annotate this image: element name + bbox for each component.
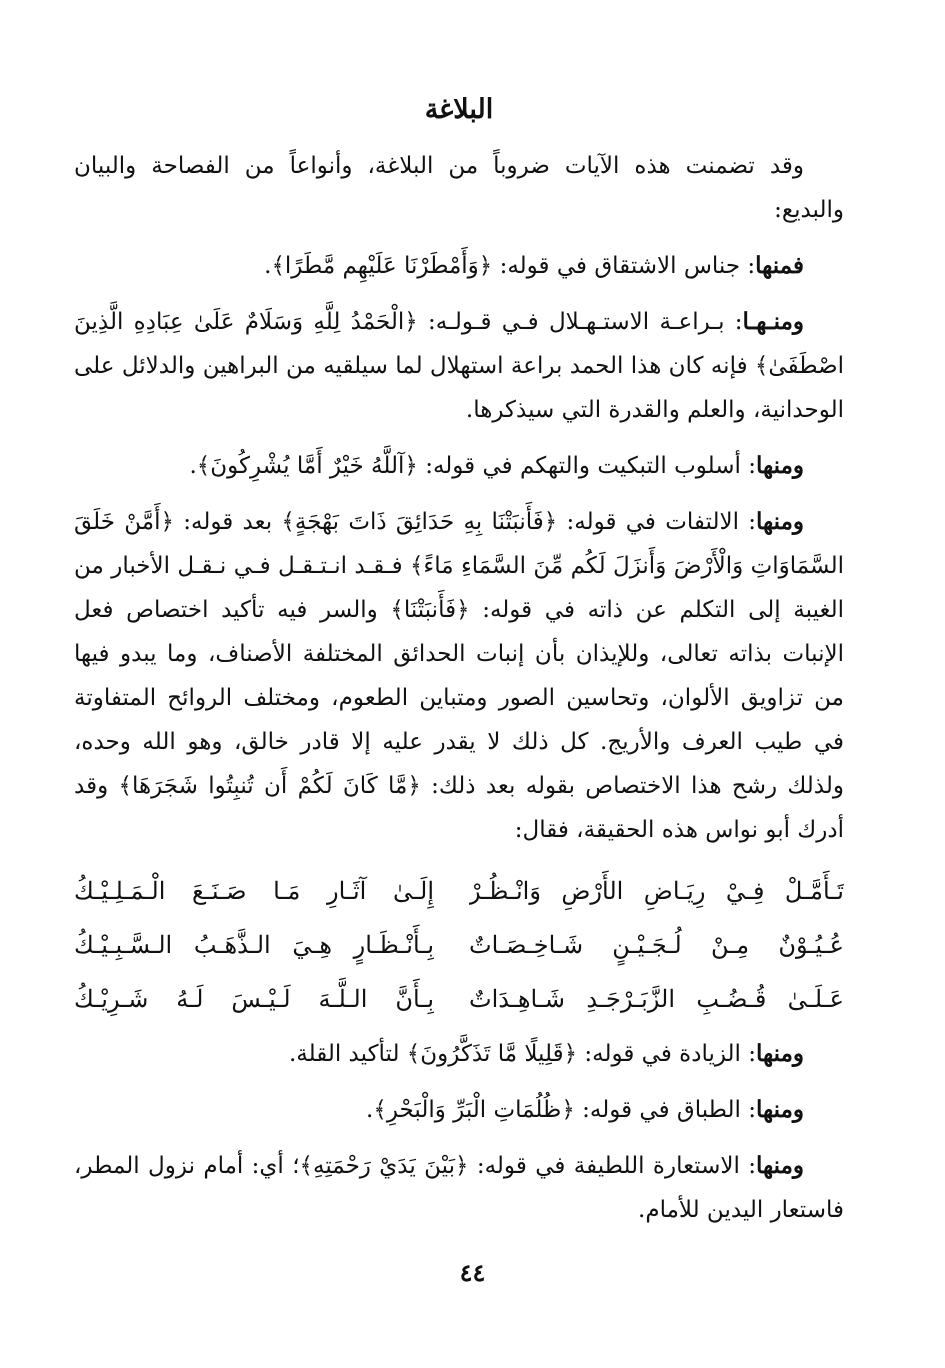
poem-first-hemistich: عُـيُـوْنٌ مِـنْ لُـجَـيْـنٍ شَـاخِـصَـاتٌ bbox=[469, 931, 844, 959]
poem-first-hemistich: عَـلَـىٰ قُـضُـبِ الزَّبَـرْجَـدِ شَـاهِـدَاتٌ bbox=[469, 985, 844, 1013]
lead-word: ومنها bbox=[756, 1040, 804, 1067]
paragraph-text: : بـراعـة الاستـهـلال فـي قـولـه: bbox=[417, 309, 743, 335]
quran-verse: ﴿وَأَمْطَرْنَا عَلَيْهِم مَّطَرًا﴾ bbox=[271, 253, 493, 279]
paragraph-text: . bbox=[264, 253, 272, 279]
paragraph-text: فإنه كان هذا الحمد براعة استهلال لما سيلقيه من البراهين والدلائل على الوحدانية، والعلم والقدرة التي سيذكرها. bbox=[74, 353, 844, 423]
poem-first-hemistich: تَـأَمَّـلْ فِـيْ رِيَـاضِ الأَرْضِ وَانْـظُـرْ bbox=[469, 877, 844, 905]
quran-verse: ﴿مَّا كَانَ لَكُمْ أَن تُنبِتُوا شَجَرَهَا﴾ bbox=[118, 773, 421, 799]
poem-line bbox=[74, 972, 844, 1026]
poem-line bbox=[74, 918, 844, 972]
page-number: ٤٤ bbox=[459, 1258, 486, 1287]
paragraph-text: . bbox=[366, 1097, 374, 1123]
paragraph-text: لتأكيد القلة. bbox=[288, 1041, 407, 1067]
paragraph-text: : الزيادة في قوله: bbox=[577, 1041, 757, 1067]
paragraph-text: : الاستعارة اللطيفة في قوله: bbox=[468, 1153, 757, 1179]
paragraph-text: بعد قوله: bbox=[174, 509, 282, 535]
poem bbox=[74, 864, 844, 1026]
paragraph-tabkit bbox=[74, 444, 844, 488]
paragraph-ziyada bbox=[74, 1032, 844, 1076]
quran-verse: ﴿الْحَمْدُ لِلَّهِ وَسَلَامٌ عَلَىٰ عِبَادِهِ الَّذِينَ اصْطَفَىٰ﴾ bbox=[74, 309, 844, 379]
paragraph-text: : الطباق في قوله: bbox=[574, 1097, 757, 1123]
page-title: البلاغة bbox=[424, 94, 494, 125]
paragraph-text: والسر فيه تأكيد اختصاص فعل الإنبات بذاته تعالى، وللإيذان بأن إنبات الحدائق المختلفة الأصناف، وما يبدو فيها من تزاويق الألوان، وتحاسين الصور ومتباين الطعوم، ومختلف الروائح المتفاوتة في طيب العرف والأريج. كل ذلك لا يقدر عليه إلا قادر خالق، وهو الله وحده، ولذلك رشح هذا الاختصاص بقوله بعد ذلك: bbox=[74, 597, 844, 799]
paragraph-text: ؛ أي: أمام نزول المطر، فاستعار اليدين للأمام. bbox=[74, 1153, 844, 1223]
intro-paragraph: وقد تضمنت هذه الآيات ضروباً من البلاغة، وأنواعاً من الفصاحة والبيان والبديع: bbox=[74, 153, 844, 223]
lead-word: ومنـهـا bbox=[742, 308, 804, 335]
quran-verse: ﴿أَمَّنْ خَلَقَ السَّمَاوَاتِ وَالْأَرْضَ وَأَنزَلَ لَكُم مِّنَ السَّمَاءِ مَاءً﴾ bbox=[74, 509, 844, 579]
quran-verse: ﴿آللَّهُ خَيْرٌ أَمَّا يُشْرِكُونَ﴾ bbox=[196, 453, 418, 479]
poem-second-hemistich: بِـأَنْـظَـارٍ هِـيَ الـذَّهَـبُ الـسَّـبِـيْـكُ bbox=[74, 931, 434, 959]
paragraph-iltifat bbox=[74, 500, 844, 852]
paragraph-text: . bbox=[189, 453, 197, 479]
paragraph-tibaq bbox=[74, 1088, 844, 1132]
paragraph-text: وقد أدرك أبو نواس هذه الحقيقة، فقال: bbox=[74, 773, 844, 843]
paragraph-text: فـقـد انـتـقـل فـي نـقـل الأخبار من الغيبة إلى التكلم عن ذاته في قوله: bbox=[74, 553, 844, 623]
quran-verse: ﴿فَأَنبَتْنَا بِهِ حَدَائِقَ ذَاتَ بَهْجَةٍ﴾ bbox=[281, 509, 558, 535]
paragraph-istiara bbox=[74, 1144, 844, 1232]
quran-verse: ﴿بَيْنَ يَدَيْ رَحْمَتِهِ﴾ bbox=[299, 1153, 469, 1179]
book-page bbox=[74, 90, 844, 1244]
paragraph-jinas bbox=[74, 244, 844, 288]
quran-verse: ﴿فَأَنبَتْنَا﴾ bbox=[390, 597, 470, 623]
poem-line bbox=[74, 864, 844, 918]
paragraph-text: : جناس الاشتقاق في قوله: bbox=[492, 253, 756, 279]
poem-second-hemistich: إِلَـىٰ آثَـارِ مَـا صَـنَـعَ الْـمَـلِـيْـكُ bbox=[74, 877, 434, 905]
lead-word: ومنها bbox=[756, 1096, 804, 1123]
lead-word: ومنها bbox=[756, 1152, 805, 1179]
quran-verse: ﴿ظُلُمَاتِ الْبَرِّ وَالْبَحْرِ﴾ bbox=[373, 1097, 575, 1123]
poem-second-hemistich: بِـأَنَّ الـلَّـهَ لَـيْـسَ لَـهُ شَـرِيْـكُ bbox=[74, 985, 434, 1013]
lead-word: ومنها bbox=[756, 452, 804, 479]
quran-verse: ﴿قَلِيلًا مَّا تَذَكَّرُونَ﴾ bbox=[406, 1041, 578, 1067]
lead-word: ومنها bbox=[756, 508, 804, 535]
paragraph-istihlal bbox=[74, 300, 844, 432]
paragraph-text: : أسلوب التبكيت والتهكم في قوله: bbox=[417, 453, 757, 479]
lead-word: فمنها bbox=[755, 252, 804, 279]
paragraph-text: : الالتفات في قوله: bbox=[557, 509, 757, 535]
